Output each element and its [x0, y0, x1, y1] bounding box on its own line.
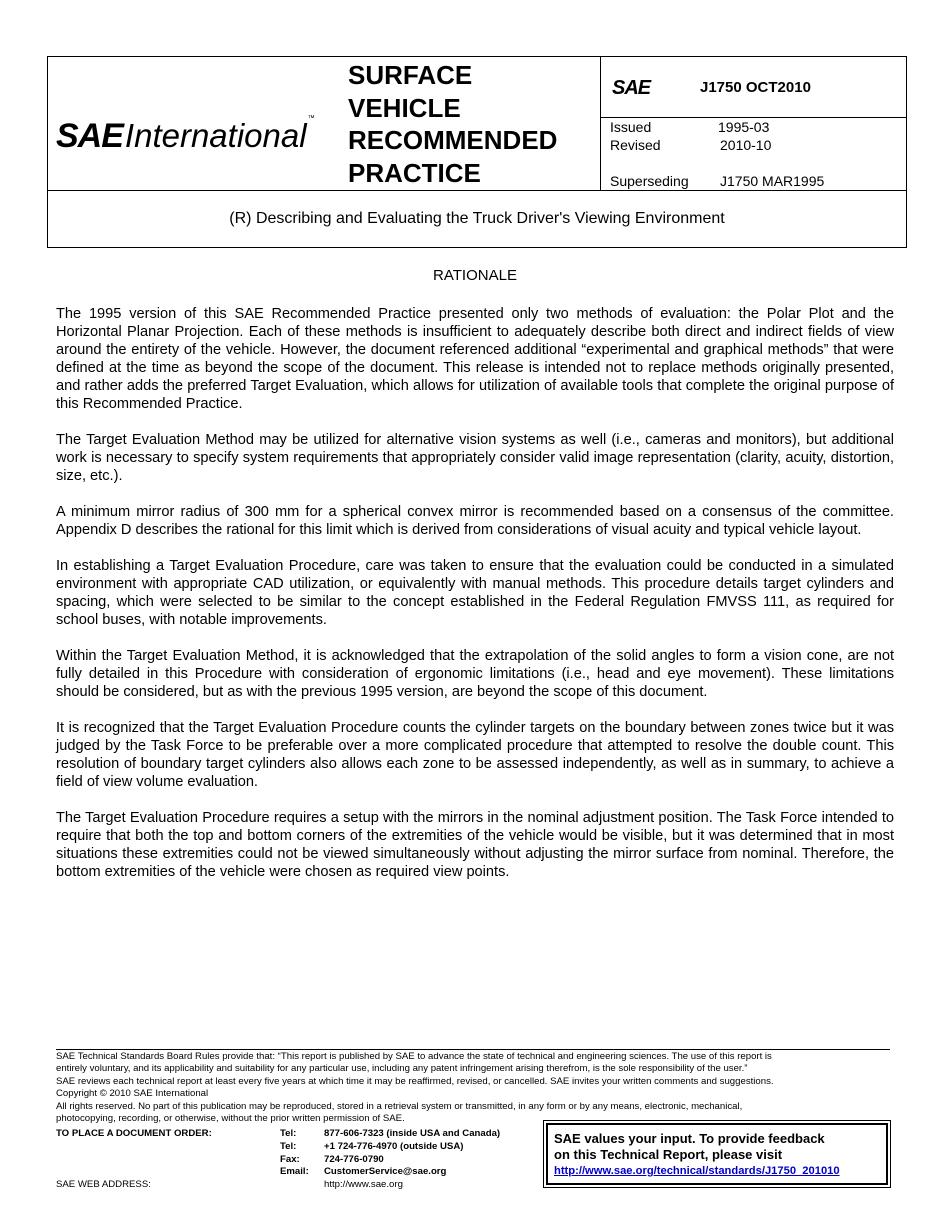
paragraph: The 1995 version of this SAE Recommended Practice presented only two methods of evaluation: the Polar Plot and the Horizontal Planar Projection. Each of these methods is insufficient to adequately describe both direct and indirect fields of view around the entirety of the vehicle. However, the document referenced additional “experimental and graphical methods” that were defined at the time as beyond the scope of the document. This release is intended not to replace methods originally presented, and rather adds the preferred Target Evaluation, which allows for utilization of available tools that complete the original purpose of this Recommended Practice. [56, 306, 894, 412]
footer-note-line: SAE reviews each technical report at least every five years at which time it may be reaffirmed, revised, or cancelled. SAE invites your written comments and suggestions. [56, 1075, 774, 1087]
footer-notes [56, 1051, 890, 1125]
issued-label: Issued [610, 119, 652, 135]
document-title: (R) Describing and Evaluating the Truck Driver's Viewing Environment [229, 210, 725, 227]
body-text [56, 305, 894, 899]
contact-row [280, 1166, 500, 1179]
footer-divider [56, 1049, 890, 1050]
logo-sae-text: SAE [56, 117, 123, 155]
email-link[interactable]: CustomerService@sae.org [324, 1166, 447, 1178]
footer-note-line: photocopying, recording, or otherwise, without the prior written permission of SAE. [56, 1113, 405, 1125]
header-column-divider [600, 57, 601, 190]
contact-value: +1 724-776-4970 (outside USA) [324, 1140, 464, 1152]
footer-note-line: SAE Technical Standards Board Rules provide that: “This report is published by SAE to advance the state of technical and engineering sciences. The use of this report is [56, 1051, 772, 1062]
contact-value: 877-606-7323 (inside USA and Canada) [324, 1128, 501, 1139]
feedback-box-inner [546, 1123, 888, 1185]
document-header [47, 56, 907, 248]
paragraph: Within the Target Evaluation Method, it is acknowledged that the extrapolation of the solid angles to form a vision cone, are not fully detailed in this Procedure with consideration of ergonomic limitations (i.e., head and eye movement). These limitations should be considered, but as with the previous 1995 version, are beyond the scope of this document. [56, 648, 894, 700]
feedback-link[interactable]: http://www.sae.org/technical/standards/J1750_201010 [554, 1165, 840, 1177]
document-type [348, 59, 588, 189]
superseding-label: Superseding [610, 173, 689, 189]
footer-note-line: Copyright © 2010 SAE International [56, 1088, 209, 1100]
sae-web-link[interactable]: http://www.sae.org [324, 1179, 403, 1191]
superseding-value: J1750 MAR1995 [720, 173, 825, 189]
logo-international-text: International [124, 117, 307, 154]
contact-label: Tel: [280, 1140, 297, 1152]
sae-mini-logo: SAE [612, 77, 651, 99]
header-docnum-divider [600, 117, 906, 118]
contact-label: Fax: [280, 1153, 300, 1165]
footer-note-line: entirely voluntary, and its applicability and suitability for any particular use, including any patent infringement arising therefrom, is the sole responsibility of the user.” [56, 1063, 748, 1075]
paragraph: It is recognized that the Target Evaluation Procedure counts the cylinder targets on the boundary between zones twice but it was judged by the Task Force to be preferable over a more complicated procedure that attempted to resolve the double count. This resolution of boundary target cylinders also allows each zone to be assessed independently, as well as in summary, to achieve a field of view volume evaluation. [56, 720, 894, 790]
doc-type-line: RECOMMENDED [348, 125, 558, 155]
contact-row [280, 1128, 500, 1141]
web-address-label: SAE WEB ADDRESS: [56, 1179, 151, 1190]
revised-label: Revised [610, 137, 661, 153]
feedback-text: SAE values your input. To provide feedback [554, 1131, 825, 1146]
contact-row [280, 1179, 500, 1192]
footer-note-line: All rights reserved. No part of this publication may be reproduced, stored in a retrieval system or transmitted, in any form or by any means, electronic, mechanical, [56, 1100, 743, 1112]
contact-info [280, 1128, 500, 1192]
doc-type-line: VEHICLE [348, 92, 461, 123]
doc-type-line: PRACTICE [348, 157, 481, 188]
order-label: TO PLACE A DOCUMENT ORDER: [56, 1128, 212, 1139]
sae-international-logo [56, 113, 315, 153]
contact-value: 724-776-0790 [324, 1153, 384, 1165]
contact-label: Tel: [280, 1128, 297, 1139]
contact-row [280, 1141, 500, 1154]
section-heading: RATIONALE [433, 267, 517, 284]
revised-value: 2010-10 [720, 137, 772, 153]
paragraph: In establishing a Target Evaluation Procedure, care was taken to ensure that the evaluation could be conducted in a simulated environment with appropriate CAD utilization, or equivalently with manual methods. This procedure details target cylinders and spacing, which were selected to be similar to the concept established in the Federal Regulation FMVSS 111, as required for school buses, with notable improvements. [56, 558, 894, 628]
paragraph: The Target Evaluation Procedure requires a setup with the mirrors in the nominal adjustment position. The Task Force intended to require that both the top and bottom corners of the extremities of the vehicle would be visible, but it was determined that in most situations these extremities could not be viewed simultaneously without adjusting the mirror surface from nominal. Therefore, the bottom extremities of the vehicle were chosen as required view points. [56, 810, 894, 880]
contact-row [280, 1154, 500, 1167]
feedback-box [543, 1120, 891, 1188]
paragraph: A minimum mirror radius of 300 mm for a spherical convex mirror is recommended based on a consensus of the committee. Appendix D describes the rational for this limit which is derived from considerations of visual acuity and typical vehicle layout. [56, 504, 894, 538]
logo-trademark: ™ [307, 115, 315, 122]
document-number: J1750 OCT2010 [700, 79, 811, 96]
paragraph: The Target Evaluation Method may be utilized for alternative vision systems as well (i.e., cameras and monitors), but additional work is necessary to specify system requirements that appropriately consider valid image representation (clarity, acuity, distortion, size, etc.). [56, 432, 894, 484]
contact-label: Email: [280, 1166, 309, 1178]
issued-value: 1995-03 [718, 119, 770, 135]
doc-type-line: SURFACE [348, 60, 473, 90]
feedback-text: on this Technical Report, please visit [554, 1147, 783, 1162]
